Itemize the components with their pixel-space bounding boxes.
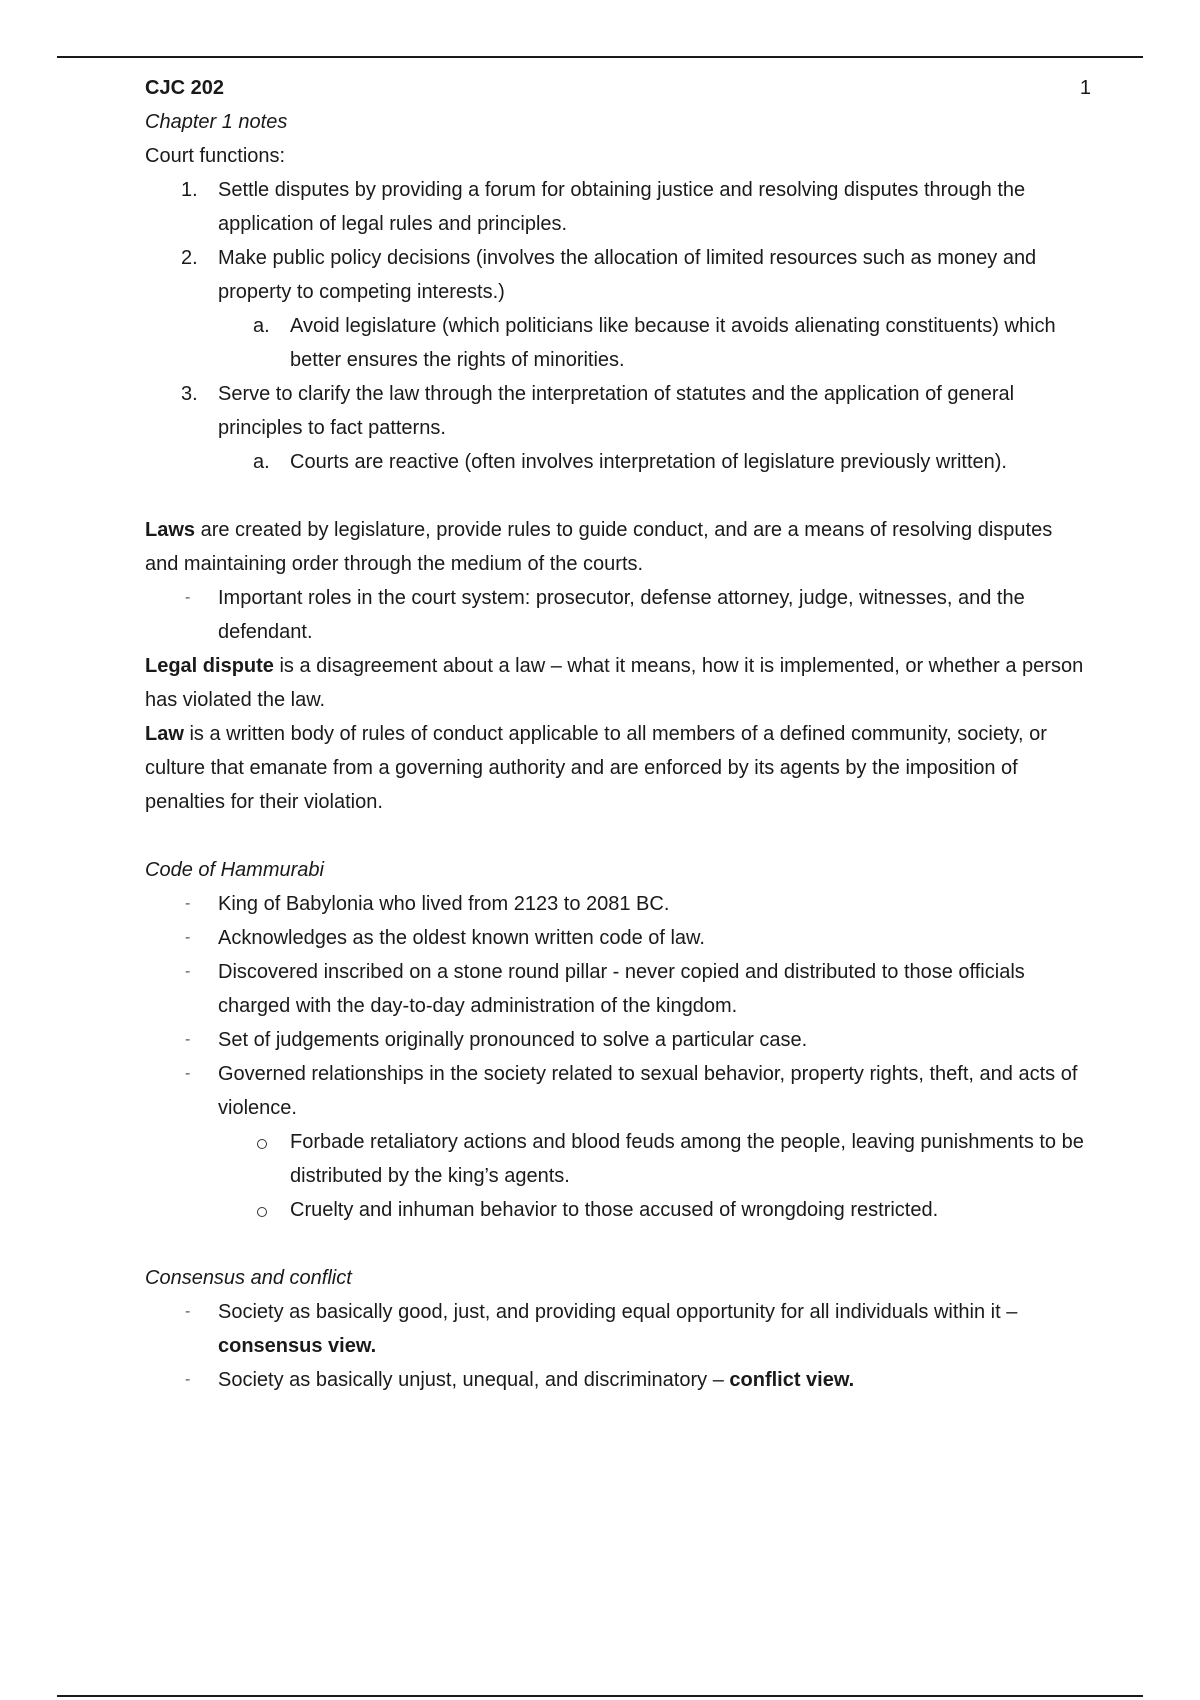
list-text: Governed relationships in the society related to sexual behavior, property rights, theft, and acts of violence. [218,1063,1078,1119]
list-text: King of Babylonia who lived from 2123 to 2081 BC. [218,893,670,915]
bottom-rule [57,1695,1143,1697]
laws-text: are created by legislature, provide rules to guide conduct, and are a means of resolving disputes and maintaining order through the medium of the courts. [145,519,1053,575]
list-subitem [145,1125,1085,1193]
list-item [145,581,1085,649]
dash-bullet: - [185,963,191,980]
laws-definition [145,513,1085,581]
chapter-subtitle: Chapter 1 notes [145,111,288,133]
page-number: 1 [1079,77,1091,99]
list-subitem [145,1193,1085,1227]
conflict-view-term: conflict view. [729,1369,855,1391]
list-item [145,921,1085,955]
list-item [145,1363,1085,1397]
hammurabi-heading: Code of Hammurabi [145,859,324,881]
list-number: 1. [181,179,198,201]
list-text: Discovered inscribed on a stone round pillar - never copied and distributed to those officials charged with the day-to-day administration of the kingdom. [218,961,1025,1017]
course-code: CJC 202 [145,77,224,99]
list-item [145,1057,1085,1125]
list-item [145,955,1085,1023]
dash-bullet: - [185,929,191,946]
legal-dispute-term: Legal dispute [145,655,274,677]
spacer [145,479,1085,513]
list-subitem [145,445,1085,479]
spacer [145,1227,1085,1261]
dash-bullet: - [185,589,191,606]
list-letter: a. [253,451,270,473]
law-term: Law [145,723,184,745]
list-text: Settle disputes by providing a forum for obtaining justice and resolving disputes through the application of legal rules and principles. [218,179,1026,235]
list-text: Acknowledges as the oldest known written code of law. [218,927,705,949]
list-item [145,173,1085,241]
list-item [145,241,1085,309]
dash-bullet: - [185,1303,191,1320]
circle-bullet-icon [257,1207,267,1217]
document-page [145,71,1091,1397]
dash-bullet: - [185,895,191,912]
list-text: Forbade retaliatory actions and blood feuds among the people, leaving punishments to be distributed by the king’s agents. [290,1131,1084,1187]
list-text: Make public policy decisions (involves the allocation of limited resources such as money and property to competing interests.) [218,247,1037,303]
conflict-text: Society as basically unjust, unequal, and discriminatory – [218,1369,730,1391]
consensus-text: Society as basically good, just, and providing equal opportunity for all individuals within it – [218,1301,1018,1323]
circle-bullet-icon [257,1139,267,1149]
legal-dispute-text: is a disagreement about a law – what it means, how it is implemented, or whether a person has violated the law. [145,655,1084,711]
list-item [145,887,1085,921]
list-text: Avoid legislature (which politicians like because it avoids alienating constituents) which better ensures the rights of minorities. [290,315,1056,371]
top-rule [57,56,1143,58]
list-number: 2. [181,247,198,269]
list-text: Courts are reactive (often involves interpretation of legislature previously written). [290,451,1007,473]
list-text: Set of judgements originally pronounced to solve a particular case. [218,1029,808,1051]
list-subitem [145,309,1085,377]
list-text: Important roles in the court system: prosecutor, defense attorney, judge, witnesses, and the defendant. [218,587,1025,643]
dash-bullet: - [185,1371,191,1388]
list-item [145,1023,1085,1057]
laws-term: Laws [145,519,196,541]
dash-bullet: - [185,1031,191,1048]
list-number: 3. [181,383,198,405]
list-item [145,377,1085,445]
list-item [145,1295,1085,1363]
law-definition [145,717,1085,819]
list-letter: a. [253,315,270,337]
list-text [218,1363,1085,1397]
spacer [145,819,1085,853]
page-header [145,71,1091,105]
court-functions-heading: Court functions: [145,145,286,167]
list-text: Serve to clarify the law through the interpretation of statutes and the application of general principles to fact patterns. [218,383,1015,439]
list-text: Cruelty and inhuman behavior to those accused of wrongdoing restricted. [290,1199,939,1221]
list-text [218,1295,1085,1363]
consensus-view-term: consensus view. [218,1335,377,1357]
consensus-heading: Consensus and conflict [145,1267,352,1289]
dash-bullet: - [185,1065,191,1082]
legal-dispute-definition [145,649,1085,717]
law-text: is a written body of rules of conduct applicable to all members of a defined community, society, or culture that emanate from a governing authority and are enforced by its agents by the imposition of penalties for their violation. [145,723,1047,813]
